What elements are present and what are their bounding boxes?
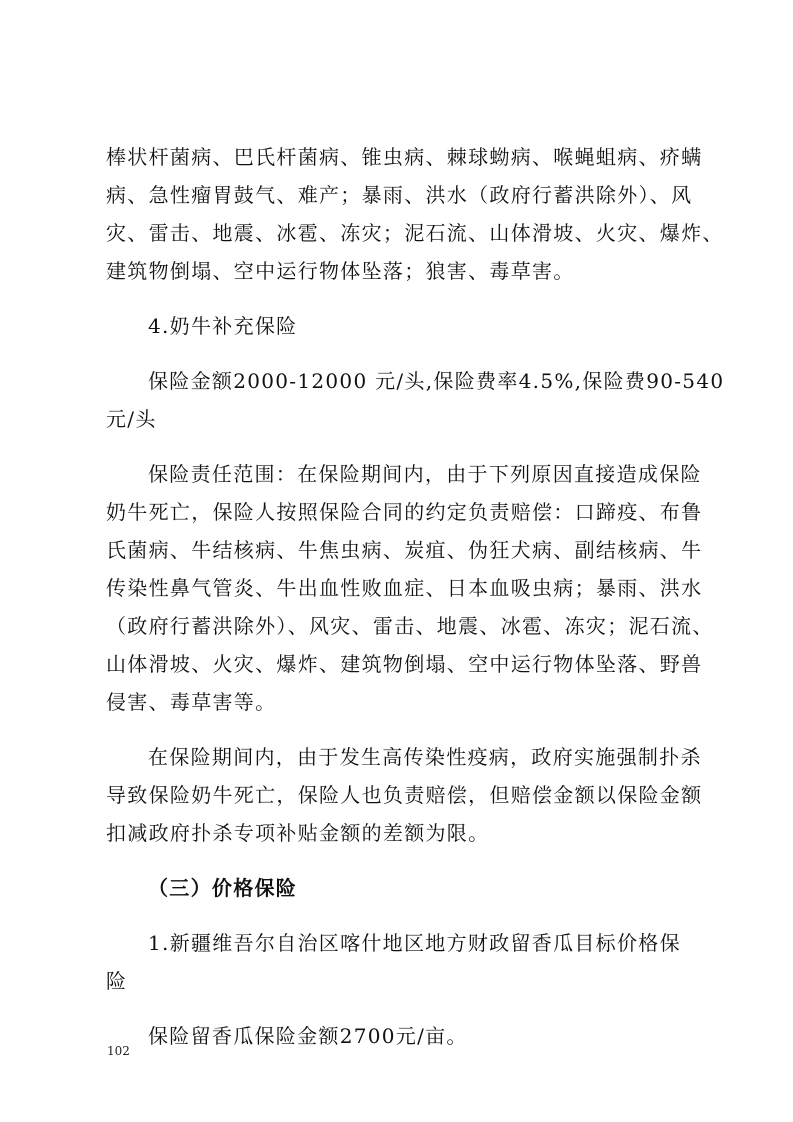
- text-line: 保险金额2000-12000 元/头,保险费率4.5%,保险费90-540: [148, 369, 725, 393]
- text-line: 险: [106, 969, 128, 993]
- paragraph-item4-amount: [106, 362, 725, 438]
- text-line: 导致保险奶牛死亡，保险人也负责赔偿，但赔偿金额以保险金额: [106, 783, 703, 807]
- paragraph-disease-list: [106, 138, 724, 290]
- paragraph-price1-title: [106, 924, 691, 1000]
- paragraph-epidemic-culling: [106, 738, 703, 852]
- item4-title: 4.奶牛补充保险: [148, 314, 298, 338]
- text-line: 在保险期间内，由于发生高传染性疫病，政府实施强制扑杀: [148, 745, 702, 769]
- text-line: 1.新疆维吾尔自治区喀什地区地方财政留香瓜目标价格保: [148, 931, 681, 955]
- page-number: 102: [107, 1044, 130, 1058]
- text-line: 山体滑坡、火灾、爆炸、建筑物倒塌、空中运行物体坠落、野兽: [106, 652, 703, 676]
- text-line: 建筑物倒塌、空中运行物体坠落；狼害、毒草害。: [106, 259, 575, 283]
- text-line: 氏菌病、牛结核病、牛焦虫病、炭疽、伪狂犬病、副结核病、牛: [106, 538, 703, 562]
- text-line: 病、急性瘤胃鼓气、难产；暴雨、洪水（政府行蓄洪除外）、风: [106, 183, 693, 207]
- text-line: 传染性鼻气管炎、牛出血性败血症、日本血吸虫病；暴雨、洪水: [106, 576, 703, 600]
- text-line: （政府行蓄洪除外）、风灾、雷击、地震、冰雹、冻灾；泥石流、: [106, 614, 714, 638]
- text-line: 侵害、毒草害等。: [106, 690, 277, 714]
- text-line: 保险责任范围：在保险期间内，由于下列原因直接造成保险: [148, 462, 702, 486]
- text-line: 灾、雷击、地震、冰雹、冻灾；泥石流、山体滑坡、火灾、爆炸、: [106, 221, 724, 245]
- section-heading-price-insurance: （三）价格保险: [148, 876, 298, 900]
- text-line: 元/头: [106, 407, 157, 431]
- paragraph-price1-amount: 保险留香瓜保险金额2700元/亩。: [148, 1024, 468, 1048]
- paragraph-item4-liability: [106, 455, 714, 721]
- page-content: [106, 138, 725, 1055]
- text-line: 棒状杆菌病、巴氏杆菌病、锥虫病、棘球蚴病、喉蝇蛆病、疥螨: [106, 145, 703, 169]
- text-line: 扣减政府扑杀专项补贴金额的差额为限。: [106, 821, 490, 845]
- text-line: 奶牛死亡，保险人按照保险合同的约定负责赔偿：口蹄疫、布鲁: [106, 500, 703, 524]
